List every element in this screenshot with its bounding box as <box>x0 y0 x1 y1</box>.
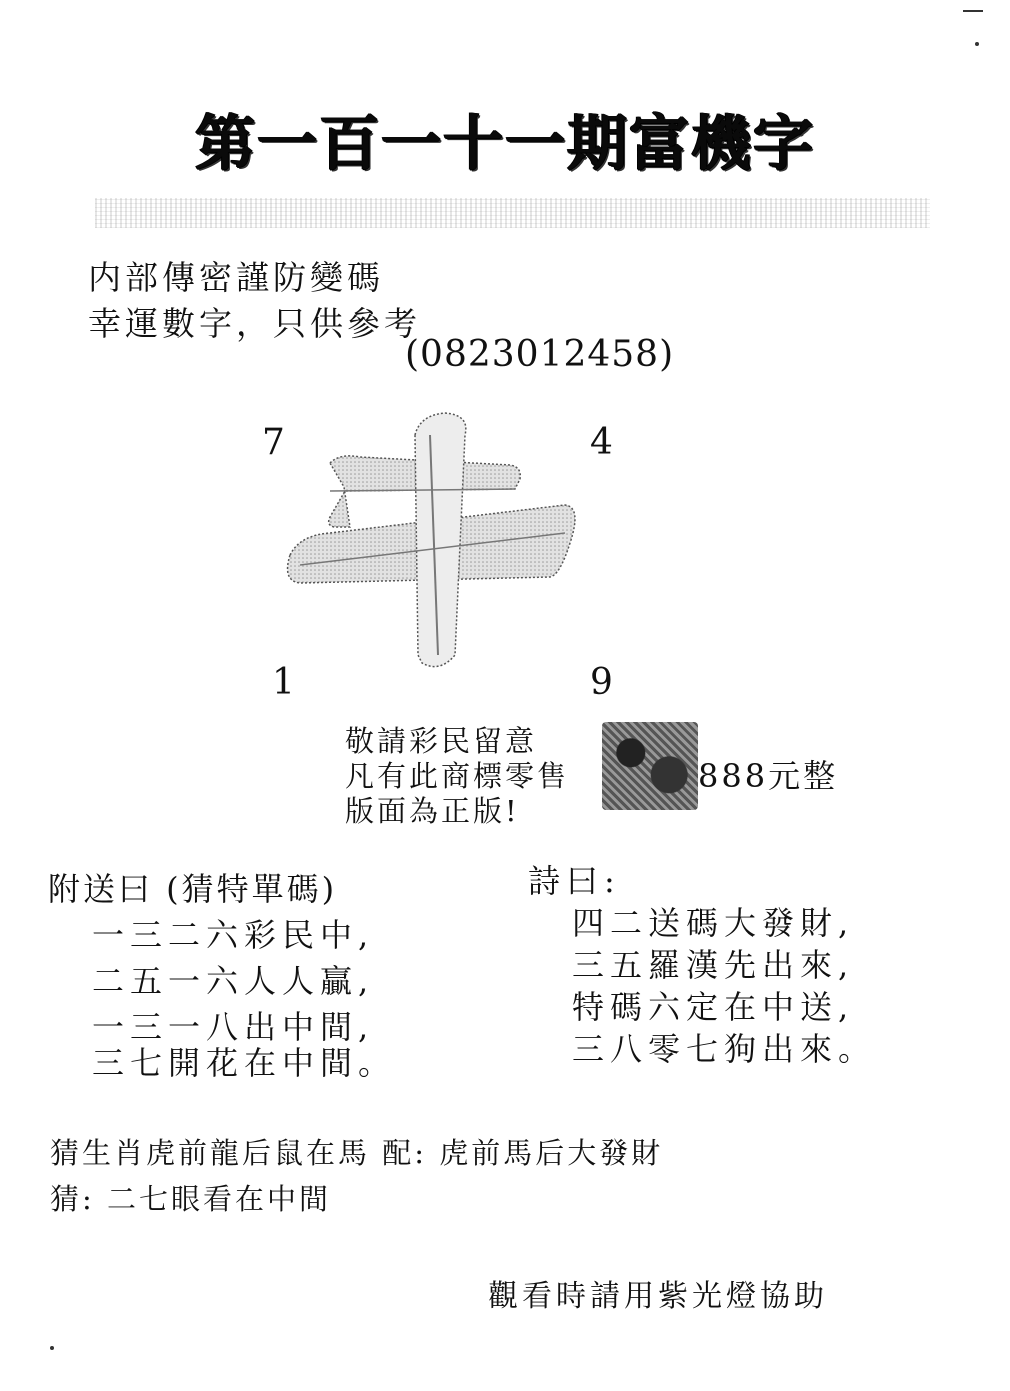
footer-note: 觀看時請用紫光燈協助 <box>488 1279 828 1314</box>
notice-price: 888元整 <box>698 757 839 795</box>
scan-speck <box>975 42 979 46</box>
corner-number-bottom-left: 1 <box>272 662 295 703</box>
gift-line-4: 三七開花在中間。 <box>92 1044 397 1082</box>
brand-stamp-logo <box>602 722 698 810</box>
notice-line-3: 版面為正版! <box>345 794 520 828</box>
header-line-1: 内部傳密謹防變碼 <box>88 258 384 297</box>
gift-line-2: 二五一六人人贏, <box>92 962 375 1000</box>
phone-number: (0823012458) <box>405 334 675 375</box>
scan-mark <box>963 10 983 12</box>
corner-number-top-left: 7 <box>262 422 285 463</box>
header-line-2: 幸運數字，只供參考 <box>88 304 421 343</box>
poem-line-1: 四二送碼大發財, <box>572 904 855 942</box>
poem-heading: 詩曰: <box>528 862 621 900</box>
page-title: 第一百一十一期富機字 <box>195 109 815 179</box>
corner-number-bottom-right: 9 <box>590 662 613 703</box>
guess-line-2: 猜: 二七眼看在中間 <box>50 1182 331 1216</box>
corner-number-top-right: 4 <box>590 422 613 463</box>
poem-line-2: 三五羅漢先出來, <box>572 946 855 984</box>
gift-line-3: 一三一八出中間, <box>92 1008 375 1046</box>
notice-line-2: 凡有此商標零售 <box>345 759 570 793</box>
poem-line-4: 三八零七狗出來。 <box>572 1030 877 1068</box>
notice-line-1: 敬請彩民留意 <box>345 724 538 758</box>
scan-speck <box>50 1346 54 1350</box>
gift-heading: 附送曰 (猜特單碼) <box>48 870 338 908</box>
ox-character-graphic <box>270 405 590 680</box>
guess-line-1: 猜生肖虎前龍后鼠在馬 配: 虎前馬后大發財 <box>50 1136 664 1170</box>
poem-line-3: 特碼六定在中送, <box>572 988 855 1026</box>
gift-line-1: 一三二六彩民中, <box>92 916 375 954</box>
print-noise-band <box>95 198 930 228</box>
